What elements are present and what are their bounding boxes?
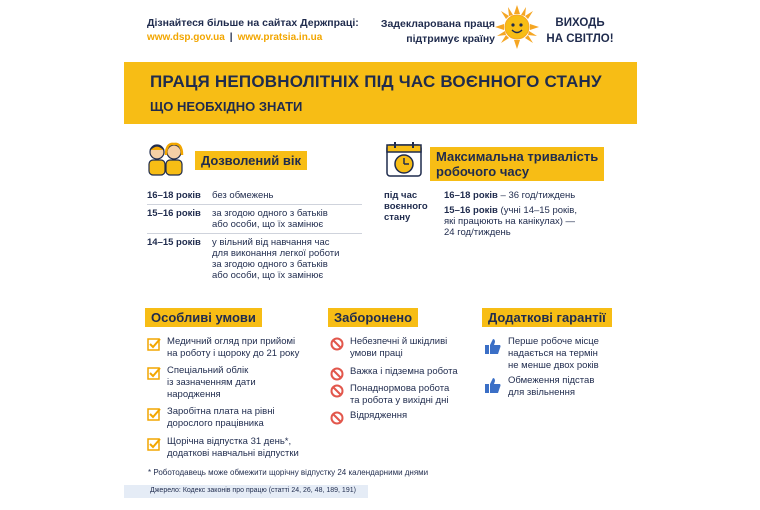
list-item-line: умови праці — [350, 348, 403, 359]
campaign-line-2: НА СВІТЛО! — [546, 33, 614, 45]
prohibited-icon — [330, 337, 344, 351]
list-item — [350, 410, 407, 422]
divider — [147, 204, 362, 205]
max-time-label — [430, 147, 604, 181]
list-item-line: додаткові навчальні відпустки — [167, 448, 299, 459]
desc-line: або особи, що їх замінює — [212, 219, 324, 230]
checkbox-icon — [147, 407, 161, 421]
desc-line: у вільний від навчання час — [212, 237, 330, 248]
hours-text: (учні 14–15 років, — [497, 205, 577, 216]
header-slogan — [367, 17, 495, 47]
list-item-line: для звільнення — [508, 387, 576, 398]
age-15-16-desc — [212, 208, 362, 230]
list-item-line: Спеціальний облік — [167, 365, 249, 376]
list-item — [167, 336, 299, 360]
forbidden-label: Заборонено — [328, 308, 418, 327]
sun-mascot-icon — [494, 4, 540, 50]
label-line: воєнного — [384, 201, 428, 212]
list-item — [508, 336, 599, 372]
hours-text: які працюють на канікулах) — — [444, 216, 576, 227]
header-campaign — [541, 15, 619, 47]
checkbox-icon — [147, 337, 161, 351]
list-item-line: не менше двох років — [508, 360, 599, 371]
desc-line: за згодою одного з батьків — [212, 259, 328, 270]
wartime-label — [384, 190, 428, 223]
list-item-line: дорослого працівника — [167, 418, 264, 429]
label-line: стану — [384, 212, 411, 223]
list-item — [508, 375, 594, 399]
age-16-18: 16–18 років — [147, 190, 201, 201]
age-14-15: 14–15 років — [147, 237, 201, 248]
source-note: Джерело: Кодекс законів про працю (статті 24, 26, 48, 189, 191) — [124, 485, 368, 498]
list-item-line: надається на термін — [508, 348, 598, 359]
hours-text: 24 год/тиждень — [444, 227, 511, 238]
checkbox-icon — [147, 366, 161, 380]
thumbs-up-icon — [484, 337, 502, 355]
list-item-line: Понаднормова робота — [350, 383, 450, 394]
list-item-line: Відрядження — [350, 410, 408, 421]
desc-line: для виконання легкої роботи — [212, 248, 340, 259]
desc-line: або особи, що їх замінює — [212, 270, 324, 281]
label-line: Максимальна тривалість — [436, 149, 599, 164]
hours-text: – 36 год/тиждень — [497, 190, 576, 201]
list-item — [167, 365, 256, 401]
list-item — [350, 366, 458, 378]
allowed-age-label: Дозволений вік — [195, 151, 307, 170]
list-item-line: Щорічна відпустка 31 день*, — [167, 436, 292, 447]
calendar-clock-icon — [384, 139, 424, 179]
link-separator: | — [229, 32, 233, 43]
guarantees-label: Додаткові гарантії — [482, 308, 612, 327]
campaign-line-1: ВИХОДЬ — [555, 17, 605, 29]
header-info-title: Дізнайтеся більше на сайтах Держпраці: — [147, 17, 359, 29]
label-line: робочого часу — [436, 164, 530, 179]
list-item-line: та робота у вихідні дні — [350, 395, 449, 406]
age-15-16: 15–16 років — [147, 208, 201, 219]
prohibited-icon — [330, 411, 344, 425]
slogan-line-2: підтримує країну — [406, 33, 495, 45]
prohibited-icon — [330, 367, 344, 381]
checkbox-icon — [147, 437, 161, 451]
thumbs-up-icon — [484, 376, 502, 394]
divider — [147, 233, 362, 234]
list-item — [167, 406, 275, 430]
max-time-15-16 — [444, 205, 577, 238]
max-time-16-18 — [444, 190, 575, 201]
label-line: під час — [384, 190, 418, 201]
footnote: * Роботодавець може обмежити щорічну відпустку 24 календарними днями — [148, 468, 429, 477]
list-item-line: Небезпечні й шкідливі — [350, 336, 448, 347]
slogan-line-1: Задекларована праця — [380, 18, 495, 30]
age-range: 15–16 років — [444, 205, 498, 216]
page-subtitle: ЩО НЕОБХІДНО ЗНАТИ — [150, 99, 303, 114]
list-item-line: Медичний огляд при прийомі — [167, 336, 296, 347]
list-item — [350, 336, 447, 360]
list-item-line: Обмеження підстав — [508, 375, 595, 386]
list-item — [350, 383, 449, 407]
age-16-18-desc — [212, 190, 362, 201]
children-icon — [145, 141, 185, 177]
link-pratsia[interactable]: www.pratsia.in.ua — [237, 32, 323, 43]
list-item — [167, 436, 299, 460]
age-range: 16–18 років — [444, 190, 498, 201]
list-item-line: народження — [167, 389, 221, 400]
list-item-line: Заробітна плата на рівні — [167, 406, 275, 417]
list-item-line: Перше робоче місце — [508, 336, 599, 347]
prohibited-icon — [330, 384, 344, 398]
header-links — [147, 32, 322, 43]
desc-line: без обмежень — [212, 190, 274, 201]
list-item-line: на роботу і щороку до 21 року — [167, 348, 300, 359]
list-item-line: із зазначенням дати — [167, 377, 256, 388]
list-item-line: Важка і підземна робота — [350, 366, 458, 377]
desc-line: за згодою одного з батьків — [212, 208, 328, 219]
page-title: ПРАЦЯ НЕПОВНОЛІТНІХ ПІД ЧАС ВОЄННОГО СТАНУ — [150, 72, 602, 91]
link-dsp[interactable]: www.dsp.gov.ua — [147, 32, 225, 43]
special-conditions-label: Особливі умови — [145, 308, 262, 327]
age-14-15-desc — [212, 237, 362, 281]
